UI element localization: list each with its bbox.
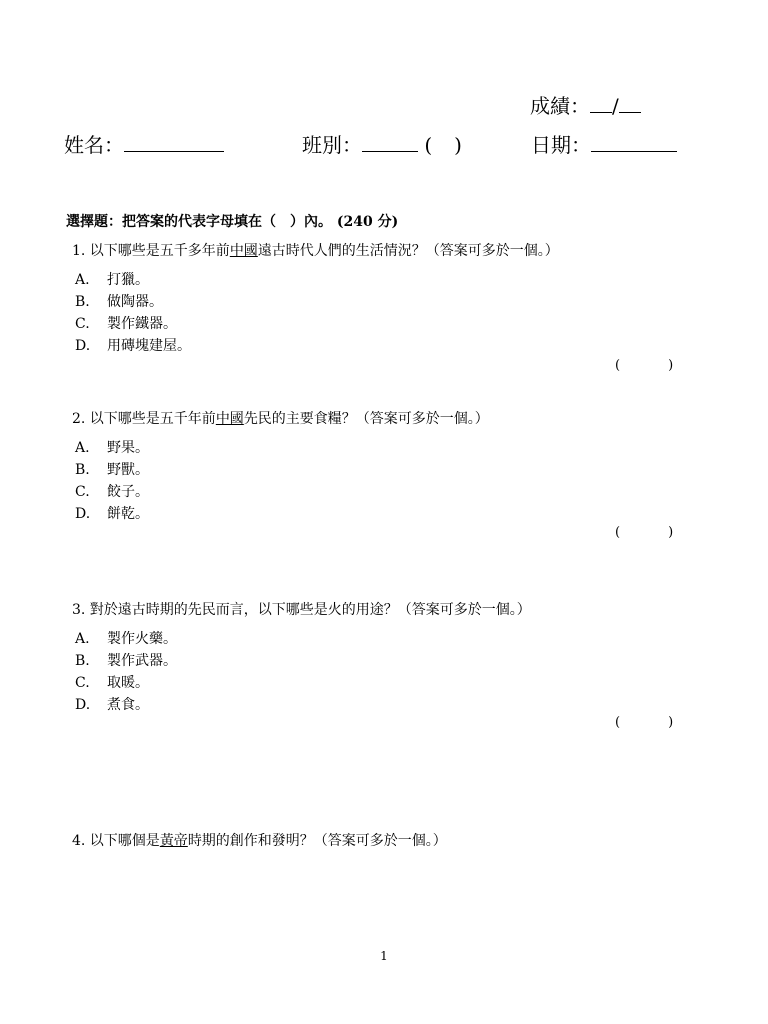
question-3: 3. 對於遠古時期的先民而言，以下哪些是火的用途？（答案可多於一個。）	[72, 602, 531, 618]
question-2-option-b: B. 野獸。	[75, 462, 149, 478]
date-field	[531, 129, 677, 158]
score-slash: /	[612, 94, 619, 118]
question-2-option-c: C. 餃子。	[75, 484, 149, 500]
class-number-open: (	[424, 133, 433, 157]
score-label: 成績：	[530, 94, 590, 118]
question-1-option-c: C. 製作鐵器。	[75, 316, 177, 332]
underlined-term: 中國	[229, 243, 258, 259]
class-blank[interactable]	[362, 133, 418, 152]
score-field	[530, 90, 641, 119]
question-3-option-b: B. 製作武器。	[75, 653, 177, 669]
question-2: 2. 以下哪些是五千年前中國先民的主要食糧？（答案可多於一個。）	[72, 411, 489, 427]
question-1: 1. 以下哪些是五千多年前中國遠古時代人們的生活情況？（答案可多於一個。）	[72, 243, 559, 259]
question-3-option-a: A. 製作火藥。	[75, 631, 177, 647]
date-blank[interactable]	[591, 133, 677, 152]
question-1-answer-box[interactable]: ( )	[615, 358, 674, 373]
instruction: 選擇題：把答案的代表字母填在（ ）內。 (240 分)	[66, 214, 399, 230]
class-label: 班別：	[302, 133, 362, 157]
name-blank[interactable]	[124, 133, 224, 152]
question-2-answer-box[interactable]: ( )	[615, 525, 674, 540]
score-blank-2[interactable]	[619, 94, 641, 113]
question-2-option-d: D. 餅乾。	[75, 506, 149, 522]
class-number-close: )	[454, 133, 462, 157]
name-field	[64, 129, 224, 158]
question-3-answer-box[interactable]: ( )	[615, 715, 674, 730]
question-3-option-c: C. 取暖。	[75, 675, 149, 691]
underlined-term: 中國	[215, 411, 244, 427]
underlined-term: 黃帝	[159, 833, 188, 849]
class-field	[302, 129, 462, 158]
question-1-option-d: D. 用磚塊建屋。	[75, 338, 191, 354]
page-number: 1	[380, 949, 388, 963]
question-3-option-d: D. 煮食。	[75, 697, 149, 713]
question-4: 4. 以下哪個是黃帝時期的創作和發明？（答案可多於一個。）	[72, 833, 447, 849]
question-1-option-b: B. 做陶器。	[75, 294, 163, 310]
name-label: 姓名：	[64, 133, 124, 157]
question-2-option-a: A. 野果。	[75, 440, 149, 456]
score-blank-1[interactable]	[590, 94, 612, 113]
question-1-option-a: A. 打獵。	[75, 272, 149, 288]
date-label: 日期：	[531, 133, 591, 157]
